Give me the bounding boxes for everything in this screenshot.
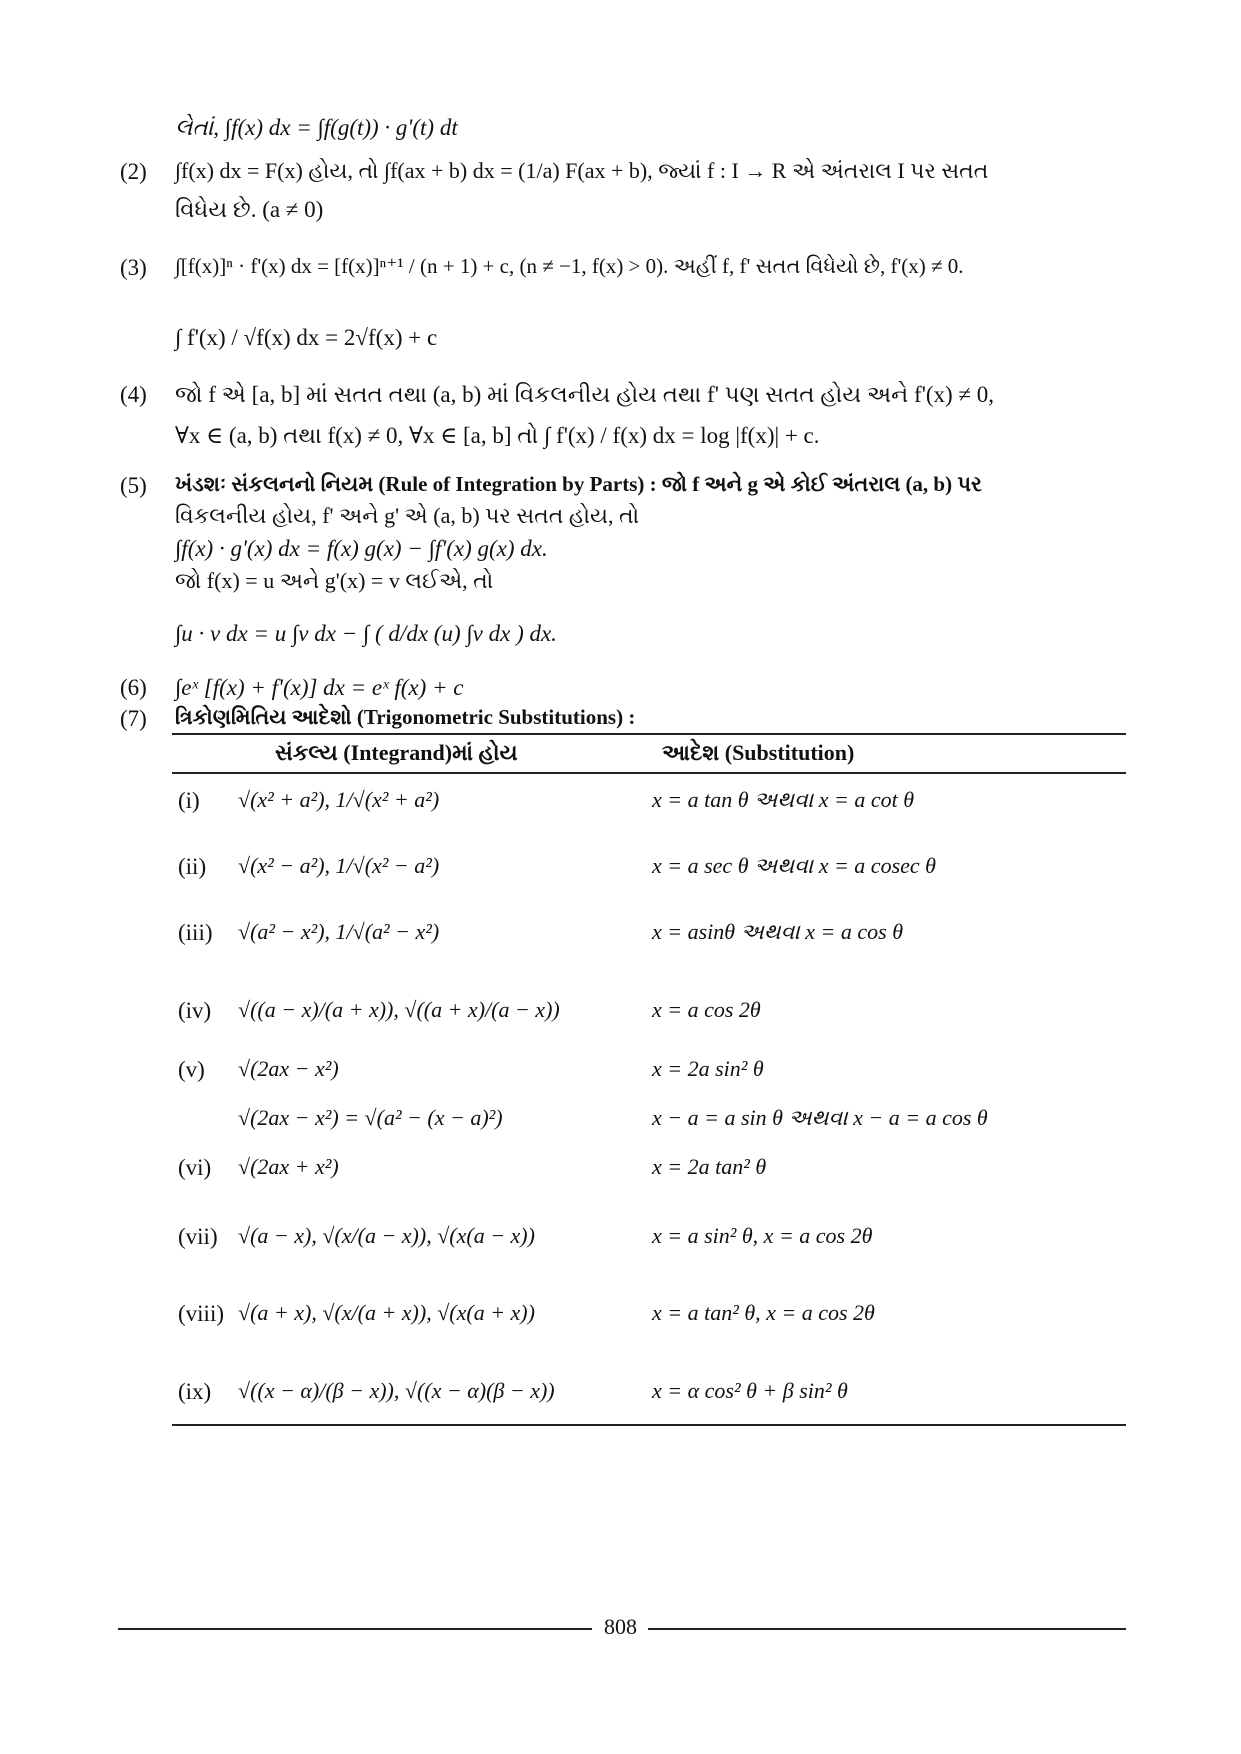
item-3-line-2: ∫ f'(x) / √f(x) dx = 2√f(x) + c — [175, 325, 438, 350]
table-row-substitution: x − a = a sin θ અથવા x − a = a cos θ — [652, 1105, 988, 1130]
table-row-label: (ix) — [178, 1379, 212, 1404]
table-row-label: (i) — [178, 788, 200, 813]
table-row-integrand: √(a² − x²), 1/√(a² − x²) — [238, 919, 440, 944]
table-row-label: (viii) — [178, 1301, 224, 1326]
item-5-line-3: ∫f(x) · g'(x) dx = f(x) g(x) − ∫f'(x) g(x) dx. — [175, 536, 548, 561]
table-header-integrand: સંકલ્ય (Integrand)માં હોય — [275, 740, 518, 765]
footer-rule-right — [648, 1628, 1126, 1630]
item-5-line-2: વિકલનીય હોય, f' અને g' એ (a, b) પર સતત હોય, તો — [175, 503, 640, 528]
table-row-integrand: √(2ax + x²) — [238, 1154, 339, 1179]
table-row-substitution: x = a tan² θ, x = a cos 2θ — [652, 1300, 875, 1325]
item-number-2: (2) — [120, 159, 147, 184]
table-row-label: (v) — [178, 1057, 205, 1082]
item-number-7: (7) — [120, 706, 147, 731]
table-row-substitution: x = a cos 2θ — [652, 997, 761, 1022]
table-row-label: (vi) — [178, 1155, 212, 1180]
item-7-line-1: ત્રિકોણમિતિય આદેશો (Trigonometric Substitutions) : — [175, 705, 636, 729]
table-row-substitution: x = a sec θ અથવા x = a cosec θ — [652, 853, 936, 878]
table-row-substitution: x = a tan θ અથવા x = a cot θ — [652, 787, 915, 812]
table-row-substitution: x = α cos² θ + β sin² θ — [652, 1378, 848, 1403]
table-row-substitution: x = asinθ અથવા x = a cos θ — [652, 919, 904, 944]
item-5-line-5: ∫u · v dx = u ∫v dx − ∫ ( d/dx (u) ∫v dx ) dx. — [175, 621, 557, 646]
item-4-line-1: જો f એ [a, b] માં સતત તથા (a, b) માં વિકલનીય હોય તથા f' પણ સતત હોય અને f'(x) ≠ 0, — [175, 382, 995, 407]
item-number-3: (3) — [120, 255, 147, 280]
table-row-integrand: √(x² + a²), 1/√(x² + a²) — [238, 787, 440, 812]
table-bottom-rule — [172, 1424, 1126, 1426]
item-5-line-1: ખંડશઃ સંકલનનો નિયમ (Rule of Integration by Parts) : જો f અને g એ કોઈ અંતરાલ (a, b) પર — [175, 472, 982, 496]
table-row-substitution: x = 2a sin² θ — [652, 1056, 764, 1081]
table-row-substitution: x = a sin² θ, x = a cos 2θ — [652, 1223, 873, 1248]
item-4-line-2: ∀x ∈ (a, b) તથા f(x) ≠ 0, ∀x ∈ [a, b] તો ∫ f'(x) / f(x) dx = log |f(x)| + c. — [175, 423, 820, 448]
table-header-rule — [172, 772, 1126, 774]
item-2-line-2: વિધેય છે. (a ≠ 0) — [175, 197, 324, 222]
table-top-rule — [172, 733, 1126, 735]
table-row-integrand: √(a + x), √(x/(a + x)), √(x(a + x)) — [238, 1300, 535, 1325]
table-row-label: (ii) — [178, 854, 207, 879]
table-row-label: (iii) — [178, 920, 213, 945]
table-row-integrand: √((a − x)/(a + x)), √((a + x)/(a − x)) — [238, 997, 560, 1022]
table-row-integrand: √(a − x), √(x/(a − x)), √(x(a − x)) — [238, 1223, 535, 1248]
item-2-line-1: ∫f(x) dx = F(x) હોય, તો ∫f(ax + b) dx = (1/a) F(ax + b), જ્યાં f : I → R એ અંતરાલ I પર સતત — [175, 158, 989, 183]
item-3-line-1: ∫[f(x)]ⁿ · f'(x) dx = [f(x)]ⁿ⁺¹ / (n + 1) + c, (n ≠ −1, f(x) > 0). અહીં f, f' સતત વિધેયો છે, f'(x) ≠ 0. — [175, 254, 964, 278]
table-row-integrand: √(x² − a²), 1/√(x² − a²) — [238, 853, 440, 878]
table-row-integrand: √(2ax − x²) — [238, 1056, 339, 1081]
table-row-label: (vii) — [178, 1224, 218, 1249]
table-header-substitution: આદેશ (Substitution) — [662, 740, 855, 765]
item-6-line-1: ∫eˣ [f(x) + f'(x)] dx = eˣ f(x) + c — [175, 675, 464, 700]
item-number-6: (6) — [120, 675, 147, 700]
item-5-line-4: જો f(x) = u અને g'(x) = v લઈએ, તો — [175, 568, 494, 593]
table-row-integrand: √((x − α)/(β − x)), √((x − α)(β − x)) — [238, 1378, 555, 1403]
table-row-label: (iv) — [178, 998, 212, 1023]
page-number: 808 — [604, 1614, 637, 1639]
intro-line: લેતાં, ∫f(x) dx = ∫f(g(t)) · g'(t) dt — [175, 115, 458, 140]
table-row-integrand: √(2ax − x²) = √(a² − (x − a)²) — [238, 1105, 503, 1130]
item-number-5: (5) — [120, 473, 147, 498]
item-number-4: (4) — [120, 382, 147, 407]
table-row-substitution: x = 2a tan² θ — [652, 1154, 767, 1179]
